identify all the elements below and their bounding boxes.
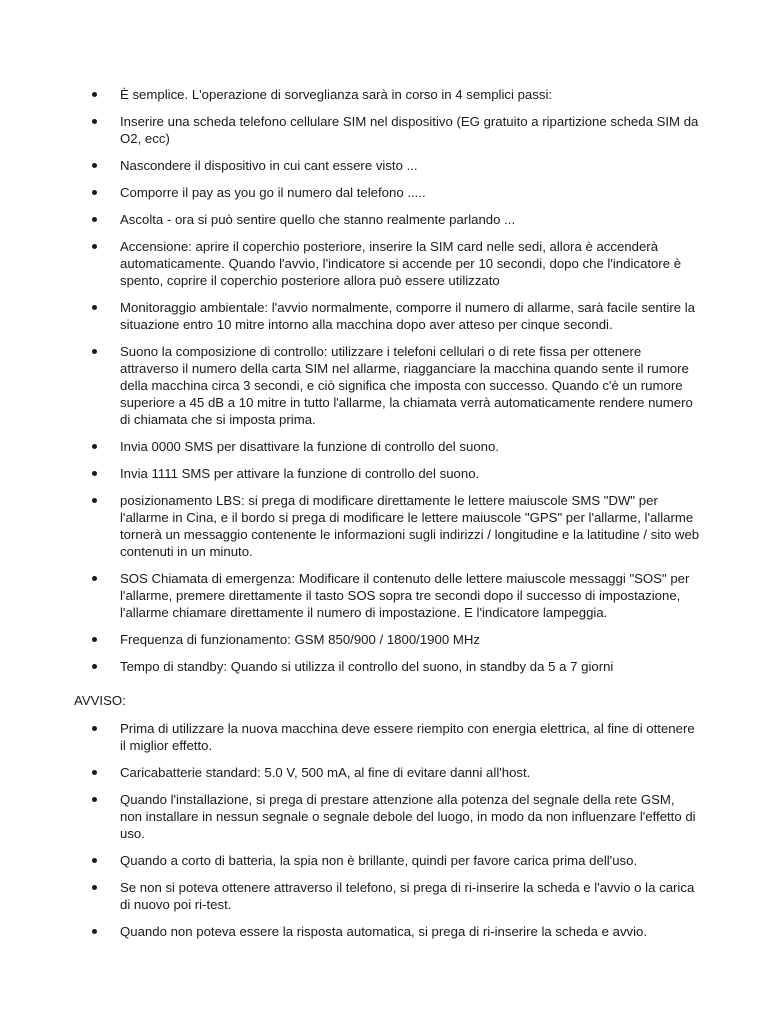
list-item-text: Se non si poteva ottenere attraverso il telefono, si prega di ri-inserire la scheda e l'avvio o la carica di nuovo poi ri-test. <box>120 880 695 912</box>
list-item-text: Inserire una scheda telefono cellulare SIM nel dispositivo (EG gratuito a ripartizione scheda SIM da O2, ecc) <box>120 114 699 146</box>
bullet-icon <box>92 797 97 802</box>
bullet-icon <box>92 305 97 310</box>
list-item-text: posizionamento LBS: si prega di modificare direttamente le lettere maiuscole SMS "DW" per l'allarme in Cina, e il bordo si prega di modificare le lettere maiuscole "GPS" per l'allarme, l'allarme tornerà un messaggio contenente le informazioni sugli indirizzi / longitudine e la latitudine / sito web contenuti in un minuto. <box>120 493 700 559</box>
list-item-text: Invia 1111 SMS per attivare la funzione di controllo del suono. <box>120 466 480 481</box>
list-item-text: Caricabatterie standard: 5.0 V, 500 mA, al fine di evitare danni all'host. <box>120 765 531 780</box>
bullet-icon <box>92 92 97 97</box>
list-item-text: Prima di utilizzare la nuova macchina deve essere riempito con energia elettrica, al fine di ottenere il miglior effetto. <box>120 721 695 753</box>
list-item-text: Ascolta - ora si può sentire quello che stanno realmente parlando ... <box>120 212 516 227</box>
list-item <box>0 852 768 869</box>
bullet-icon <box>92 726 97 731</box>
bullet-icon <box>92 163 97 168</box>
bullet-icon <box>92 244 97 249</box>
list-item <box>0 211 768 228</box>
list-item-text: Suono la composizione di controllo: utilizzare i telefoni cellulari o di rete fissa per ottenere attraverso il numero della carta SIM nel allarme, riagganciare la macchina quando sente il rumore della macchina circa 3 secondi, e ciò significa che imposta con successo. Quando c'è un rumore superiore a 45 dB a 10 mitre in tutto l'allarme, la chiamata verrà automaticamente rendere numero di chiamata che si imposta prima. <box>120 344 693 427</box>
list-item-text: SOS Chiamata di emergenza: Modificare il contenuto delle lettere maiuscole messaggi "SOS" per l'allarme, premere direttamente il tasto SOS sopra tre secondi dopo il successo di impostazione, l'allarme chiamare direttamente il numero di impostazione. E l'indicatore lampeggia. <box>120 571 690 620</box>
list-item <box>0 570 768 621</box>
feature-list <box>0 86 768 685</box>
list-item-text: Tempo di standby: Quando si utilizza il controllo del suono, in standby da 5 a 7 giorni <box>120 659 614 674</box>
list-item <box>0 791 768 842</box>
list-item-text: Quando a corto di batteria, la spia non è brillante, quindi per favore carica prima dell'uso. <box>120 853 638 868</box>
bullet-icon <box>92 498 97 503</box>
bullet-icon <box>92 929 97 934</box>
list-item-text: Monitoraggio ambientale: l'avvio normalmente, comporre il numero di allarme, sarà facile sentire la situazione entro 10 mitre intorno alla macchina dopo aver atteso per cinque secondi. <box>120 300 695 332</box>
list-item-text: Invia 0000 SMS per disattivare la funzione di controllo del suono. <box>120 439 499 454</box>
bullet-icon <box>92 637 97 642</box>
list-item <box>0 465 768 482</box>
list-item <box>0 238 768 289</box>
list-item <box>0 86 768 103</box>
bullet-icon <box>92 885 97 890</box>
list-item-text: Accensione: aprire il coperchio posteriore, inserire la SIM card nelle sedi, allora è accenderà automaticamente. Quando l'avvio, l'indicatore si accende per 10 secondi, dopo che l'indicatore è spento, coprire il coperchio posteriore allora può essere utilizzato <box>120 239 682 288</box>
bullet-icon <box>92 349 97 354</box>
list-item <box>0 879 768 913</box>
list-item <box>0 343 768 428</box>
list-item <box>0 113 768 147</box>
list-item <box>0 658 768 675</box>
list-item-text: Nascondere il dispositivo in cui cant essere visto ... <box>120 158 418 173</box>
notice-heading: AVVISO: <box>74 693 126 708</box>
list-item-text: Quando l'installazione, si prega di prestare attenzione alla potenza del segnale della rete GSM, non installare in nessun segnale o segnale debole del luogo, in modo da non influenzare l'effetto di uso. <box>120 792 696 841</box>
list-item <box>0 631 768 648</box>
list-item-text: Comporre il pay as you go il numero dal telefono ..... <box>120 185 426 200</box>
bullet-icon <box>92 190 97 195</box>
list-item <box>0 184 768 201</box>
list-item <box>0 764 768 781</box>
bullet-icon <box>92 217 97 222</box>
list-item <box>0 438 768 455</box>
list-item <box>0 157 768 174</box>
bullet-icon <box>92 119 97 124</box>
list-item-text: Frequenza di funzionamento: GSM 850/900 / 1800/1900 MHz <box>120 632 480 647</box>
notice-list <box>0 720 768 950</box>
bullet-icon <box>92 664 97 669</box>
list-item <box>0 299 768 333</box>
bullet-icon <box>92 576 97 581</box>
bullet-icon <box>92 770 97 775</box>
bullet-icon <box>92 444 97 449</box>
bullet-icon <box>92 858 97 863</box>
list-item-text: Quando non poteva essere la risposta automatica, si prega di ri-inserire la scheda e avvio. <box>120 924 648 939</box>
list-item <box>0 720 768 754</box>
list-item-text: È semplice. L'operazione di sorveglianza sarà in corso in 4 semplici passi: <box>120 87 553 102</box>
list-item <box>0 492 768 560</box>
list-item <box>0 923 768 940</box>
bullet-icon <box>92 471 97 476</box>
